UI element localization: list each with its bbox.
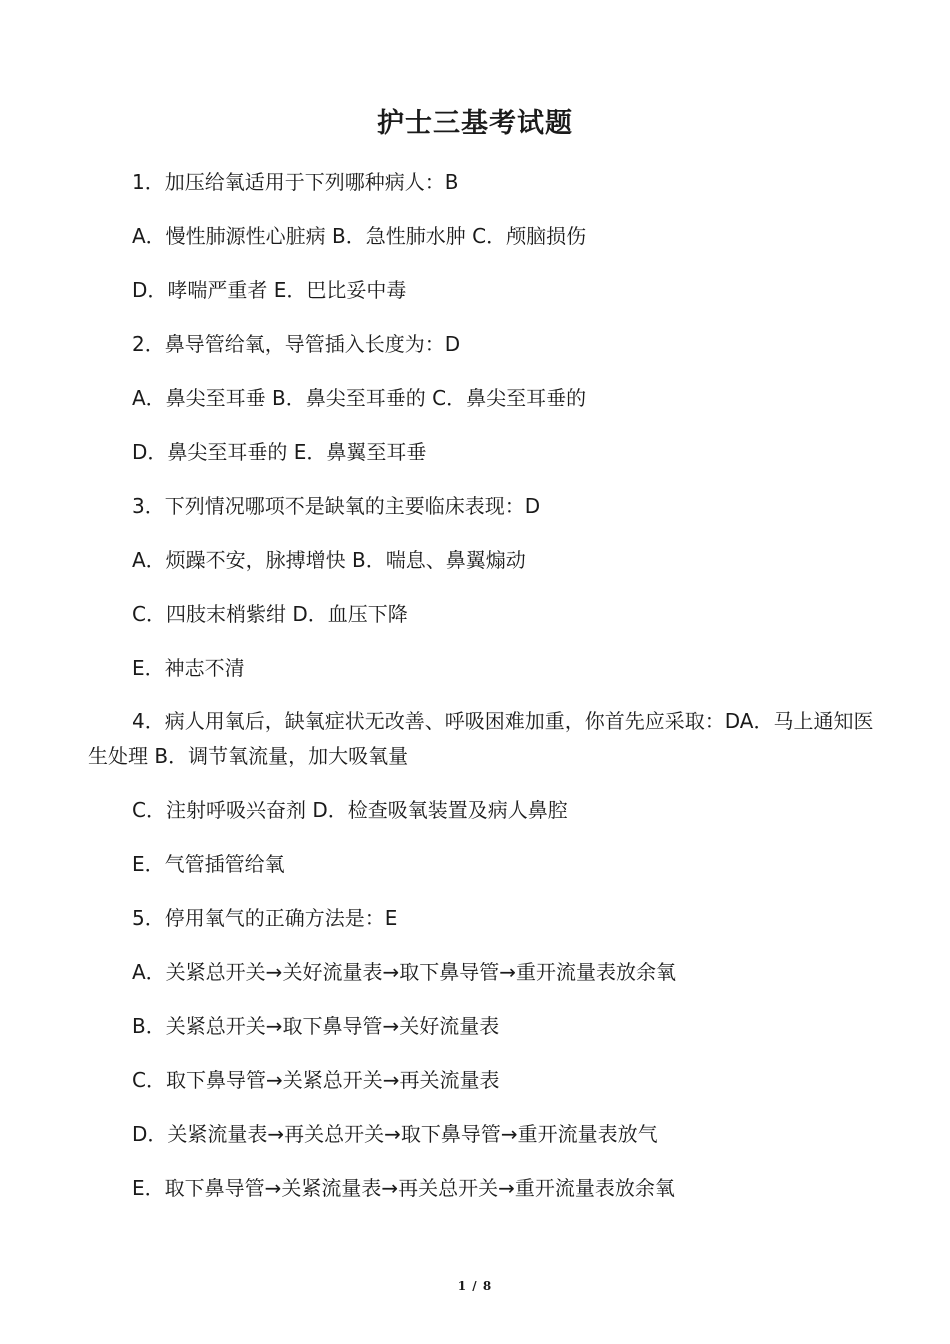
question-4: 4．病人用氧后，缺氧症状无改善、呼吸困难加重，你首先应采取：DA．马上通知医生处理 B．调节氧流量，加大吸氧量 bbox=[88, 709, 874, 768]
question-5-option-a: A．关紧总开关→关好流量表→取下鼻导管→重开流量表放余氧 bbox=[132, 960, 676, 984]
question-1-options-d-e: D．哮喘严重者 E．巴比妥中毒 bbox=[132, 278, 407, 302]
question-1-options-a-c: A．慢性肺源性心脏病 B．急性肺水肿 C．颅脑损伤 bbox=[132, 224, 587, 248]
question-1: 1．加压给氧适用于下列哪种病人：B bbox=[132, 170, 459, 194]
question-5-option-d: D．关紧流量表→再关总开关→取下鼻导管→重开流量表放气 bbox=[132, 1122, 658, 1146]
question-3-option-e: E．神志不清 bbox=[132, 656, 245, 680]
question-3-options-c-d: C．四肢末梢紫绀 D．血压下降 bbox=[132, 602, 408, 626]
question-4-options-c-d: C．注射呼吸兴奋剂 D．检查吸氧装置及病人鼻腔 bbox=[132, 798, 568, 822]
question-5-option-e: E．取下鼻导管→关紧流量表→再关总开关→重开流量表放余氧 bbox=[132, 1176, 675, 1200]
question-3-options-a-b: A．烦躁不安，脉搏增快 B．喘息、鼻翼煽动 bbox=[132, 548, 526, 572]
question-4-option-e: E．气管插管给氧 bbox=[132, 852, 285, 876]
question-3: 3．下列情况哪项不是缺氧的主要临床表现：D bbox=[132, 494, 541, 518]
document-title: 护士三基考试题 bbox=[377, 108, 573, 139]
page-number: 1 / 8 bbox=[457, 1279, 493, 1293]
question-2-options-a-c: A．鼻尖至耳垂 B．鼻尖至耳垂的 C．鼻尖至耳垂的 bbox=[132, 386, 587, 410]
question-2-options-d-e: D．鼻尖至耳垂的 E．鼻翼至耳垂 bbox=[132, 440, 427, 464]
question-5-option-b: B．关紧总开关→取下鼻导管→关好流量表 bbox=[132, 1014, 500, 1038]
question-5: 5．停用氧气的正确方法是：E bbox=[132, 906, 398, 930]
question-5-option-c: C．取下鼻导管→关紧总开关→再关流量表 bbox=[132, 1068, 500, 1092]
question-2: 2．鼻导管给氧，导管插入长度为：D bbox=[132, 332, 461, 356]
